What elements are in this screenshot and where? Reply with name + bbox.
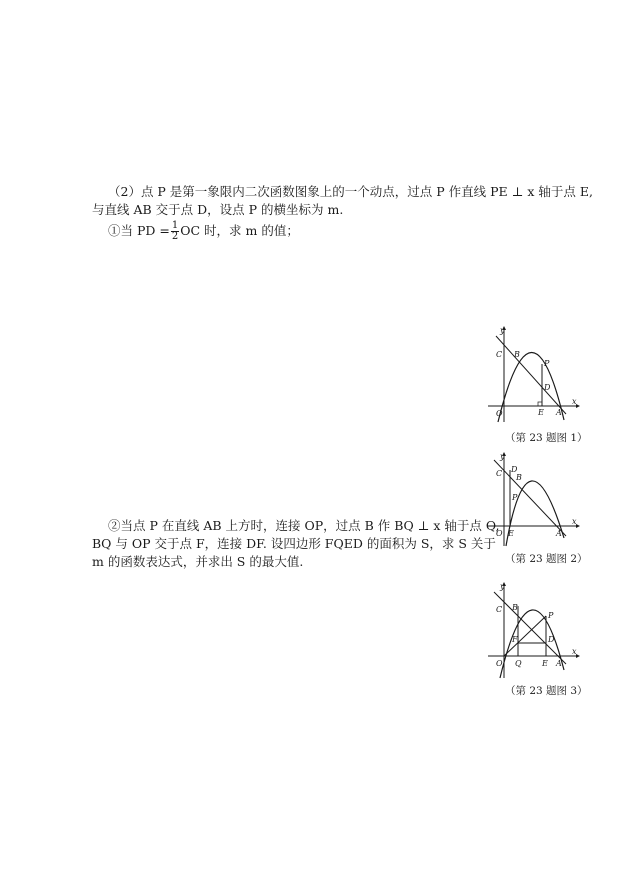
fraction-numerator: 1	[171, 220, 179, 231]
figure-2-caption: （第 23 题图 2）	[505, 553, 588, 565]
figure-3-label-o: O	[496, 659, 503, 668]
figure-2-label-x: x	[572, 517, 577, 526]
figure-1-label-b: B	[514, 350, 520, 359]
figure-3-label-e: E	[542, 659, 548, 668]
figure-1-label-p: P	[544, 359, 550, 368]
figure-2-x-arrow	[576, 524, 580, 528]
figure-3-x-arrow	[576, 654, 580, 658]
figure-1-label-d: D	[544, 383, 551, 392]
figure-1-parabola	[498, 352, 564, 422]
question-1-suffix: OC 时，求 m 的值；	[180, 223, 299, 238]
question-1-prefix: ①当 PD =	[108, 223, 170, 238]
figure-1-label-y: y	[500, 326, 505, 335]
fraction-one-half	[171, 221, 179, 242]
figure-1-label-x: x	[572, 397, 577, 406]
figure-1-line-ab	[496, 336, 566, 414]
figure-2-label-y: y	[500, 452, 505, 461]
figure-3-label-b: B	[512, 603, 518, 612]
figure-1-label-o: O	[496, 409, 503, 418]
figure-3-label-x: x	[572, 647, 577, 656]
figure-2-label-b: B	[516, 473, 522, 482]
figure-3-label-d: D	[548, 635, 555, 644]
figure-3-label-c: C	[496, 605, 503, 614]
figure-2-label-a: A	[556, 529, 562, 538]
question-2-line2: BQ 与 OP 交于点 F，连接 DF. 设四边形 FQED 的面积为 S，求 S 关于	[92, 536, 496, 551]
question-2-line1: ②当点 P 在直线 AB 上方时，连接 OP，过点 B 作 BQ ⊥ x 轴于点 Q,	[108, 518, 500, 533]
figure-3-line-ab	[494, 592, 566, 664]
figure-1-x-arrow	[576, 404, 580, 408]
figure-1-label-a: A	[556, 408, 562, 417]
figure-2-label-e: E	[508, 529, 514, 538]
figure-3-label-q: Q	[515, 659, 522, 668]
figure-2-line-ab	[494, 460, 566, 536]
question-1	[108, 221, 299, 242]
figure-3-label-f: F	[512, 635, 518, 644]
figure-2-label-c: C	[496, 469, 503, 478]
figure-3-segment-op	[504, 616, 546, 656]
figure-1-label-c: C	[496, 350, 503, 359]
figure-1-label-e: E	[538, 408, 544, 417]
fraction-denominator: 2	[171, 231, 179, 242]
figure-3-label-a: A	[556, 659, 562, 668]
figure-2-label-p: P	[512, 493, 518, 502]
part2-line1: （2）点 P 是第一象限内二次函数图象上的一个动点，过点 P 作直线 PE ⊥ x 轴于点 E,	[108, 184, 593, 199]
question-2-line3: m 的函数表达式，并求出 S 的最大值.	[92, 554, 304, 569]
figure-3-caption: （第 23 题图 3）	[505, 685, 588, 697]
figure-3-label-p: P	[548, 611, 554, 620]
part2-line2: 与直线 AB 交于点 D，设点 P 的横坐标为 m.	[92, 202, 344, 217]
figure-3-graph	[480, 580, 580, 680]
figure-3-label-y: y	[500, 582, 505, 591]
figure-1-right-angle	[538, 402, 542, 406]
figure-1-caption: （第 23 题图 1）	[505, 432, 588, 444]
figure-2-graph	[480, 450, 580, 550]
figure-1-graph	[480, 324, 580, 424]
figure-2-label-o: O	[496, 529, 503, 538]
figure-2-label-d: D	[511, 465, 518, 474]
